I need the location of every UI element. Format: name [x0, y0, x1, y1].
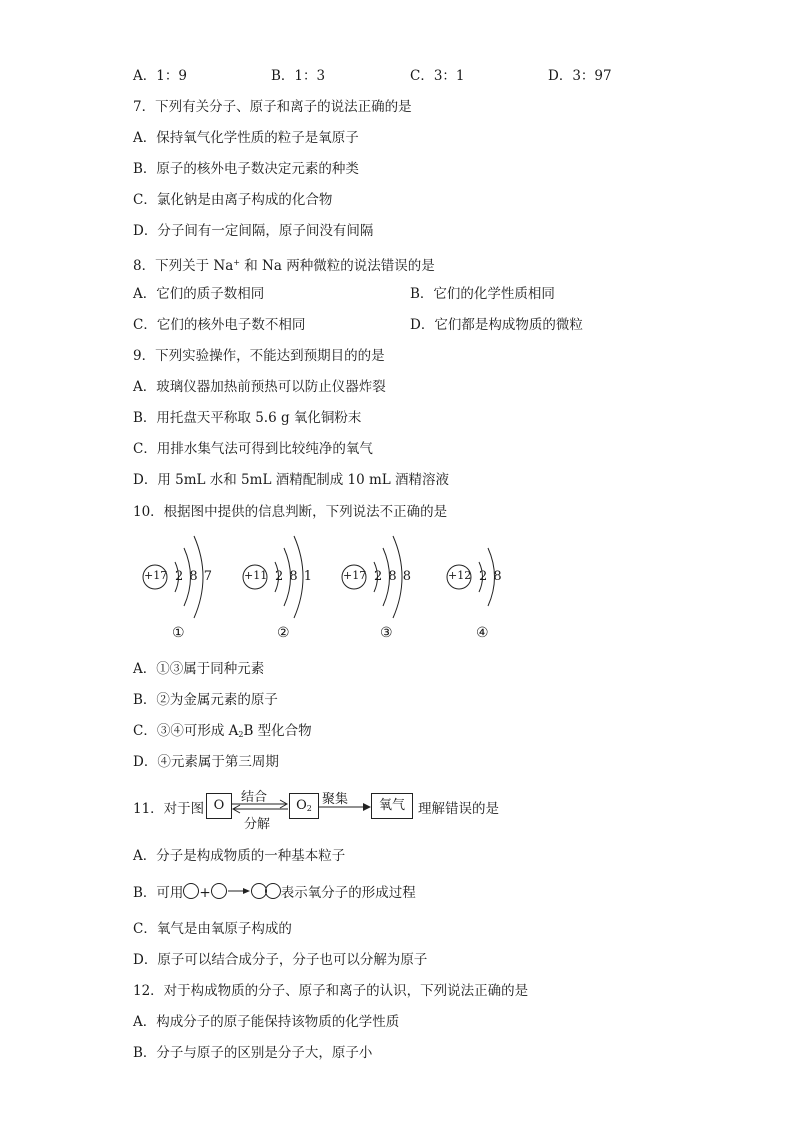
q7-option-c: C．氯化钠是由离子构成的化合物 — [133, 192, 333, 208]
atom-structure-3 — [341, 530, 421, 629]
q10-option-a: A．①③属于同种元素 — [133, 661, 265, 677]
arrow-label-decompose: 分解 — [244, 817, 271, 832]
arrow-label-combine: 结合 — [241, 790, 268, 805]
atom-label-3: ③ — [380, 625, 393, 641]
q11-option-c: C．氧气是由氧原子构成的 — [133, 921, 292, 937]
q11-stem-pre: 11．对于图 — [133, 801, 205, 817]
q9-stem: 9．下列实验操作，不能达到预期目的的是 — [133, 348, 385, 364]
q10-stem: 10．根据图中提供的信息判断，下列说法不正确的是 — [133, 504, 448, 520]
oxygen-atom-circle-icon — [211, 883, 227, 899]
electron-shells: 2 8 7 — [175, 569, 213, 584]
electron-shells: 2 8 1 — [275, 569, 313, 584]
nucleus-charge: +17 — [343, 569, 367, 582]
q9-option-a: A．玻璃仪器加热前预热可以防止仪器炸裂 — [133, 379, 386, 395]
electron-shells: 2 8 8 — [374, 569, 412, 584]
atom-label-1: ① — [172, 625, 185, 641]
q12-stem: 12．对于构成物质的分子、原子和离子的认识，下列说法正确的是 — [133, 983, 529, 999]
q8-option-a: A．它们的质子数相同 — [133, 286, 265, 302]
atom-structure-1 — [142, 530, 222, 629]
q7-option-b: B．原子的核外电子数决定元素的种类 — [133, 161, 359, 177]
q6-option-d: D．3：97 — [548, 68, 612, 84]
atom-label-2: ② — [277, 625, 290, 641]
q10-option-c: C．③④可形成 $A_2B$ 型化合物 — [133, 723, 312, 739]
q7-option-a: A．保持氧气化学性质的粒子是氧原子 — [133, 130, 359, 146]
q10-option-d: D．④元素属于第三周期 — [133, 754, 279, 770]
oxygen-atom-circle-icon — [183, 883, 199, 899]
right-arrow-icon — [227, 886, 251, 896]
q12-option-a: A．构成分子的原子能保持该物质的化学性质 — [133, 1014, 400, 1030]
atom-label-4: ④ — [476, 625, 489, 641]
oxygen-molecule-box: $O_2$ — [289, 793, 319, 819]
arrow-label-aggregate: 聚集 — [322, 792, 349, 807]
q8-option-d: D．它们都是构成物质的微粒 — [410, 317, 583, 333]
oxygen-atom-circle-icon — [265, 883, 281, 899]
oxygen-gas-box: 氧气 — [371, 793, 413, 819]
q10-option-b: B．②为金属元素的原子 — [133, 692, 278, 708]
q6-option-b: B．1：3 — [271, 68, 326, 84]
q6-option-a: A．1：9 — [133, 68, 187, 84]
nucleus-charge: +12 — [448, 569, 472, 582]
atom-structure-4 — [446, 530, 516, 629]
q11-option-a: A．分子是构成物质的一种基本粒子 — [133, 848, 346, 864]
electron-shells: 2 8 — [479, 569, 502, 584]
atom-structure-2 — [242, 530, 322, 629]
q7-stem: 7．下列有关分子、原子和离子的说法正确的是 — [133, 99, 412, 115]
q12-option-b: B．分子与原子的区别是分子大，原子小 — [133, 1045, 373, 1061]
q8-option-b: B．它们的化学性质相同 — [410, 286, 555, 302]
q11-option-d: D．原子可以结合成分子，分子也可以分解为原子 — [133, 952, 428, 968]
q9-option-c: C．用排水集气法可得到比较纯净的氧气 — [133, 441, 373, 457]
q6-option-c: C．3：1 — [410, 68, 465, 84]
nucleus-charge: +11 — [244, 569, 268, 582]
q8-stem: 8．下列关于 Na+ 和 Na 两种微粒的说法错误的是 — [133, 258, 435, 274]
q11-stem-post: 理解错误的是 — [418, 801, 499, 817]
oxygen-atom-box: O — [206, 793, 232, 819]
q11-option-b: B．可用 + 表示氧分子的形成过程 — [133, 885, 416, 901]
q7-option-d: D．分子间有一定间隔，原子间没有间隔 — [133, 223, 374, 239]
q8-option-c: C．它们的核外电子数不相同 — [133, 317, 306, 333]
q9-option-b: B．用托盘天平称取 5.6 g 氧化铜粉末 — [133, 410, 362, 426]
q9-option-d: D．用 5mL 水和 5mL 酒精配制成 10 mL 酒精溶液 — [133, 472, 450, 488]
nucleus-charge: +17 — [144, 569, 168, 582]
